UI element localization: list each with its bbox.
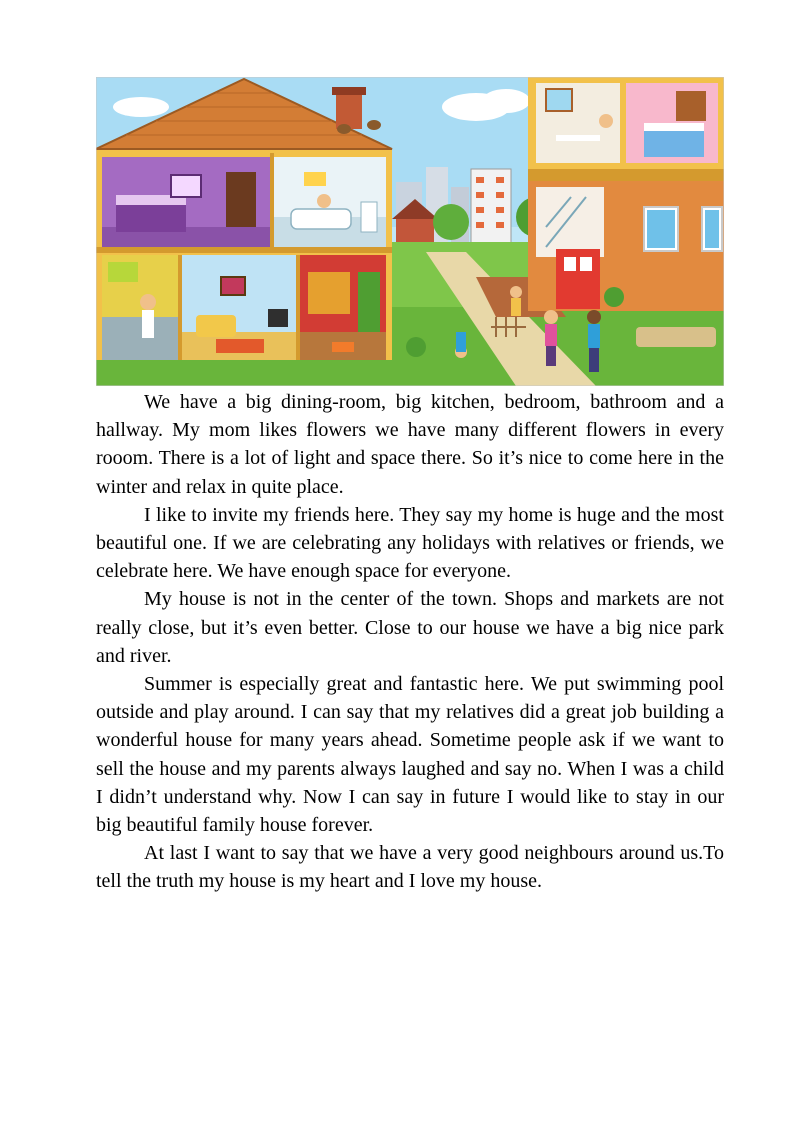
paragraph-5: At last I want to say that we have a very good neighbours around us.To tell the truth my house is my heart and I love my house. [96,842,724,893]
paragraph-1: We have a big dining-room, big kitchen, bedroom, bathroom and a hallway. My mom likes flowers we have many different flowers in every rooom. There is a lot of light and space there. So it’s nice to come here in the winter and relax in quite place. [96,391,724,498]
paragraph-2: I like to invite my friends here. They say my home is huge and the most beautiful one. If we are celebrating any holidays with relatives or friends, we celebrate here. We have enough space for everyone. [96,503,724,583]
paragraph-3: My house is not in the center of the town. Shops and markets are not really close, but it’s even better. Close to our house we have a big nice park and river. [96,588,724,667]
article-body [96,388,724,896]
paragraph-4: Summer is especially great and fantastic here. We put swimming pool outside and play around. I can say that my relatives did a great job building a wonderful house for many years ahead. Sometime people ask if we want to sell the house and my parents always laughed and say no. When I was a child I didn’t understand why. Now I can say in future I would like to stay in our big beautiful family house forever. [96,673,724,837]
house-cutaway-illustration [96,77,724,386]
